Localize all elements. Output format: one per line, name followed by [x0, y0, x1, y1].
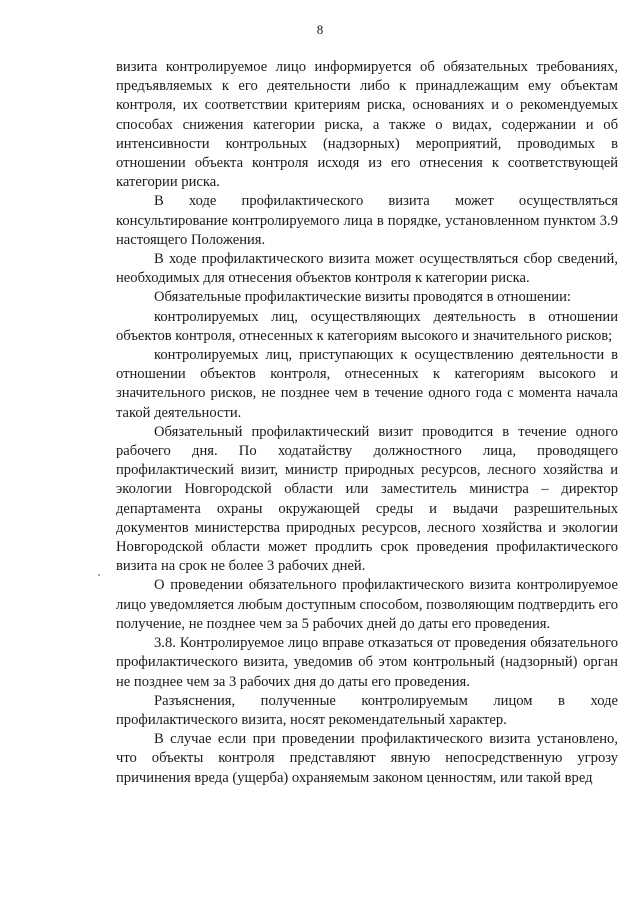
paragraph-6: контролируемых лиц, приступающих к осуществлению деятельности в отношении объектов контроля, отнесенных к категориям высокого и значительного рисков, не позднее чем в течение одного года с момента начала такой деятельности.: [116, 347, 618, 421]
paragraph-9: 3.8. Контролируемое лицо вправе отказаться от проведения обязательного профилактического визита, уведомив об этом контрольный (надзорный) орган не позднее чем за 3 рабочих дня до даты его проведения.: [116, 635, 618, 690]
paragraph-11: В случае если при проведении профилактического визита установлено, что объекты контроля представляют явную непосредственную угрозу причинения вреда (ущерба) охраняемым законом ценностям, или такой вред: [116, 731, 618, 786]
paragraph-3: В ходе профилактического визита может осуществляться сбор сведений, необходимых для отнесения объектов контроля к категории риска.: [116, 251, 618, 287]
paragraph-7: Обязательный профилактический визит проводится в течение одного рабочего дня. По ходатайству должностного лица, проводящего профилактический визит, министр природных ресурсов, лесного хозяйства и экологии Новгородской области или заместитель министра – директор департамента охраны окружающей среды и выдачи разрешительных документов министерства природных ресурсов, лесного хозяйства и экологии Новгородской области может продлить срок проведения профилактического визита на срок не более 3 рабочих дней.: [116, 423, 618, 575]
paragraph-5: контролируемых лиц, осуществляющих деятельность в отношении объектов контроля, отнесенных к категориям высокого и значительного рисков;: [116, 308, 618, 344]
page-number: 8: [316, 22, 324, 37]
paragraph-2: В ходе профилактического визита может осуществляться консультирование контролируемого лица в порядке, установленном пунктом 3.9 настоящего Положения.: [116, 193, 618, 248]
paragraph-1: визита контролируемое лицо информируется об обязательных требованиях, предъявляемых к его деятельности либо к принадлежащим ему объектам контроля, их соответствии критериям риска, основаниях и о рекомендуемых способах снижения категории риска, а также о видах, содержании и об интенсивности контрольных (надзорных) мероприятий, проводимых в отношении объекта контроля исходя из его отнесения к соответствующей категории риска.: [116, 59, 618, 191]
scan-speck: [98, 574, 100, 576]
document-body: [116, 58, 618, 788]
paragraph-8: О проведении обязательного профилактического визита контролируемое лицо уведомляется любым доступным способом, позволяющим подтвердить его получение, не позднее чем за 5 рабочих дней до даты его проведения.: [116, 577, 618, 632]
paragraph-10: Разъяснения, полученные контролируемым лицом в ходе профилактического визита, носят рекомендательный характер.: [116, 692, 618, 728]
paragraph-4: Обязательные профилактические визиты проводятся в отношении:: [154, 289, 571, 306]
